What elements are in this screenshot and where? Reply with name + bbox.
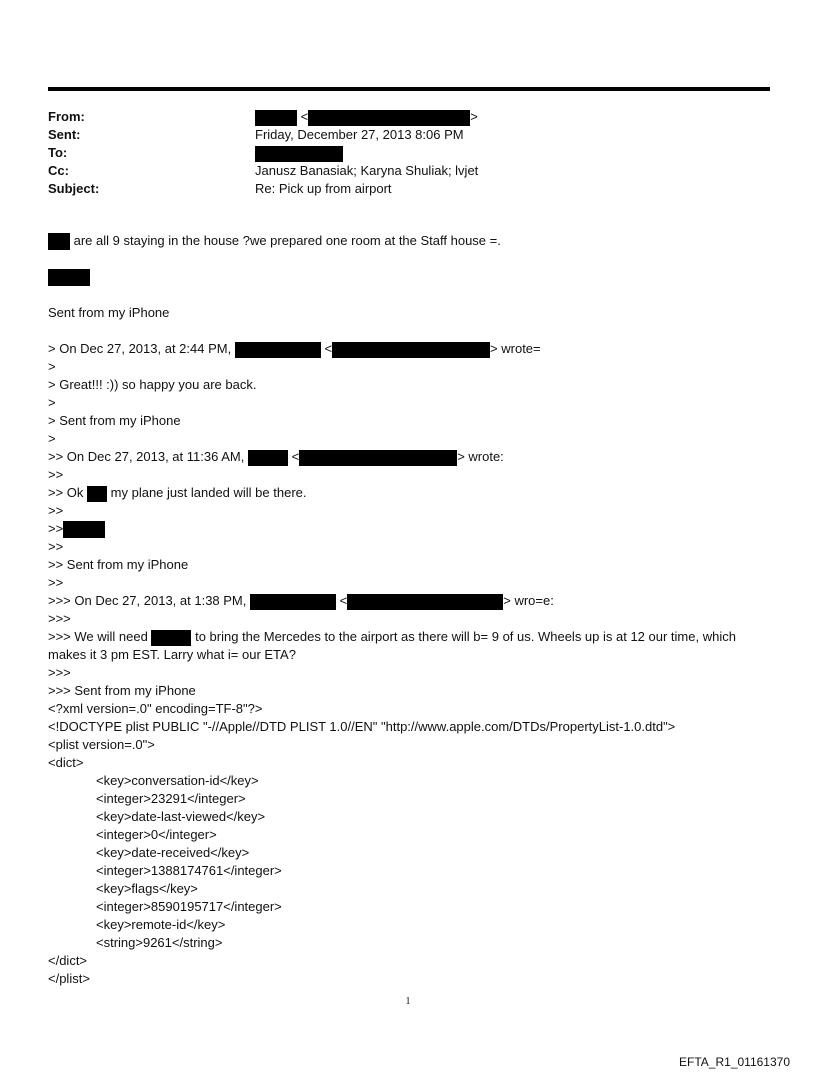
cc-value: Janusz Banasiak; Karyna Shuliak; lvjet [255,163,479,178]
subject-value: Re: Pick up from airport [255,181,392,196]
sent-value: Friday, December 27, 2013 8:06 PM [255,127,464,142]
from-label: From: [48,109,85,124]
from-row [48,108,768,126]
redaction [48,233,70,250]
xml-line: <key>date-received</key> [96,845,250,860]
sent-from-iphone: Sent from my iPhone [48,305,170,320]
xml-line: <integer>0</integer> [96,827,217,842]
sent-row [48,126,768,144]
xml-line: <key>date-last-viewed</key> [96,809,266,824]
redaction [308,110,470,126]
xml-line: <key>flags</key> [96,881,198,896]
xml-line: <!DOCTYPE plist PUBLIC "-//Apple//DTD PLIST 1.0//EN" "http://www.apple.com/DTDs/PropertyList-1.0.dtd"> [48,719,676,734]
quote-header: >>> On Dec 27, 2013, at 1:38 PM, < > wro=e: [48,593,554,608]
email-body: are all 9 staying in the house ?we prepared one room at the Staff house =. Sent from my iPhone > On Dec 27, 2013, at 2:44 PM, < > wrote= > > Great!!! :)) so happy you are back. > > Sent from my iPhone > >> On Dec 27, 2013, at 11:36 AM, < > wrote: >> >> Ok my plane just landed will be there. >> >> >> >> Sent from my iPhone >> >>> On Dec 27, 2013, at 1:38 PM, < > wro=e: >>> >>> We will need to bring the Mercedes to the airport as there will b= 9 of us. Wheels up is at 12 our time, which makes it 3 pm EST. Larry what i= our ETA? >>> >>> Sent from my iPhone <?xml version=.0" encoding=TF-8"?> <!DOCTYPE plist PUBLIC "-//Apple//DTD PLIST 1.0//EN" "http://www.apple.com/DTDs/PropertyList-1.0.dtd"> <plist version=.0"> <dict> <key>conversation-id</key> <integer>23291</integer> <key>date-last-viewed</key> <integer>0</integer> <key>date-received</key> <integer>1388174761</integer> <key>flags</key> <integer>8590195717</integer> <key>remote-id</key> <string>9261</string> </dict> </plist> [48,232,770,988]
xml-line: <dict> [48,755,84,770]
redaction [87,486,107,502]
redaction [332,342,490,358]
redaction [248,450,288,466]
email-header [48,108,768,198]
xml-line: <integer>8590195717</integer> [96,899,282,914]
header-rule [48,87,770,91]
cc-row [48,162,768,180]
redaction [255,146,343,162]
xml-line: <key>conversation-id</key> [96,773,259,788]
page-number: 1 [405,996,411,1007]
xml-line: <key>remote-id</key> [96,917,226,932]
body-line [48,268,770,286]
quote-header: > On Dec 27, 2013, at 2:44 PM, < > wrote= [48,341,541,356]
to-value [255,144,343,162]
redaction [235,342,321,358]
cc-label: Cc: [48,163,69,178]
xml-line: <plist version=.0"> [48,737,155,752]
xml-line: <integer>23291</integer> [96,791,246,806]
redaction [63,521,105,538]
subject-label: Subject: [48,181,100,196]
redaction [347,594,503,610]
xml-line: </plist> [48,971,90,986]
redaction [151,630,191,646]
to-row [48,144,768,162]
sent-label: Sent: [48,127,81,142]
redaction [255,110,297,126]
body-paragraph: >>> We will need to bring the Mercedes to the airport as there will b= 9 of us. Wheels up is at 12 our time, which makes it 3 pm EST. Larry what i= our ETA? [48,629,736,662]
subject-row [48,180,768,198]
redaction [250,594,336,610]
redaction [299,450,457,466]
xml-line: <integer>1388174761</integer> [96,863,282,878]
document-id: EFTA_R1_01161370 [679,1055,790,1069]
from-value: < > [255,108,478,126]
quote-header: >> On Dec 27, 2013, at 11:36 AM, < > wrote: [48,449,504,464]
body-line: are all 9 staying in the house ?we prepared one room at the Staff house =. [48,232,770,250]
redaction [48,269,90,286]
to-label: To: [48,145,68,160]
xml-line: <string>9261</string> [96,935,223,950]
xml-line: </dict> [48,953,88,968]
xml-line: <?xml version=.0" encoding=TF-8"?> [48,701,263,716]
